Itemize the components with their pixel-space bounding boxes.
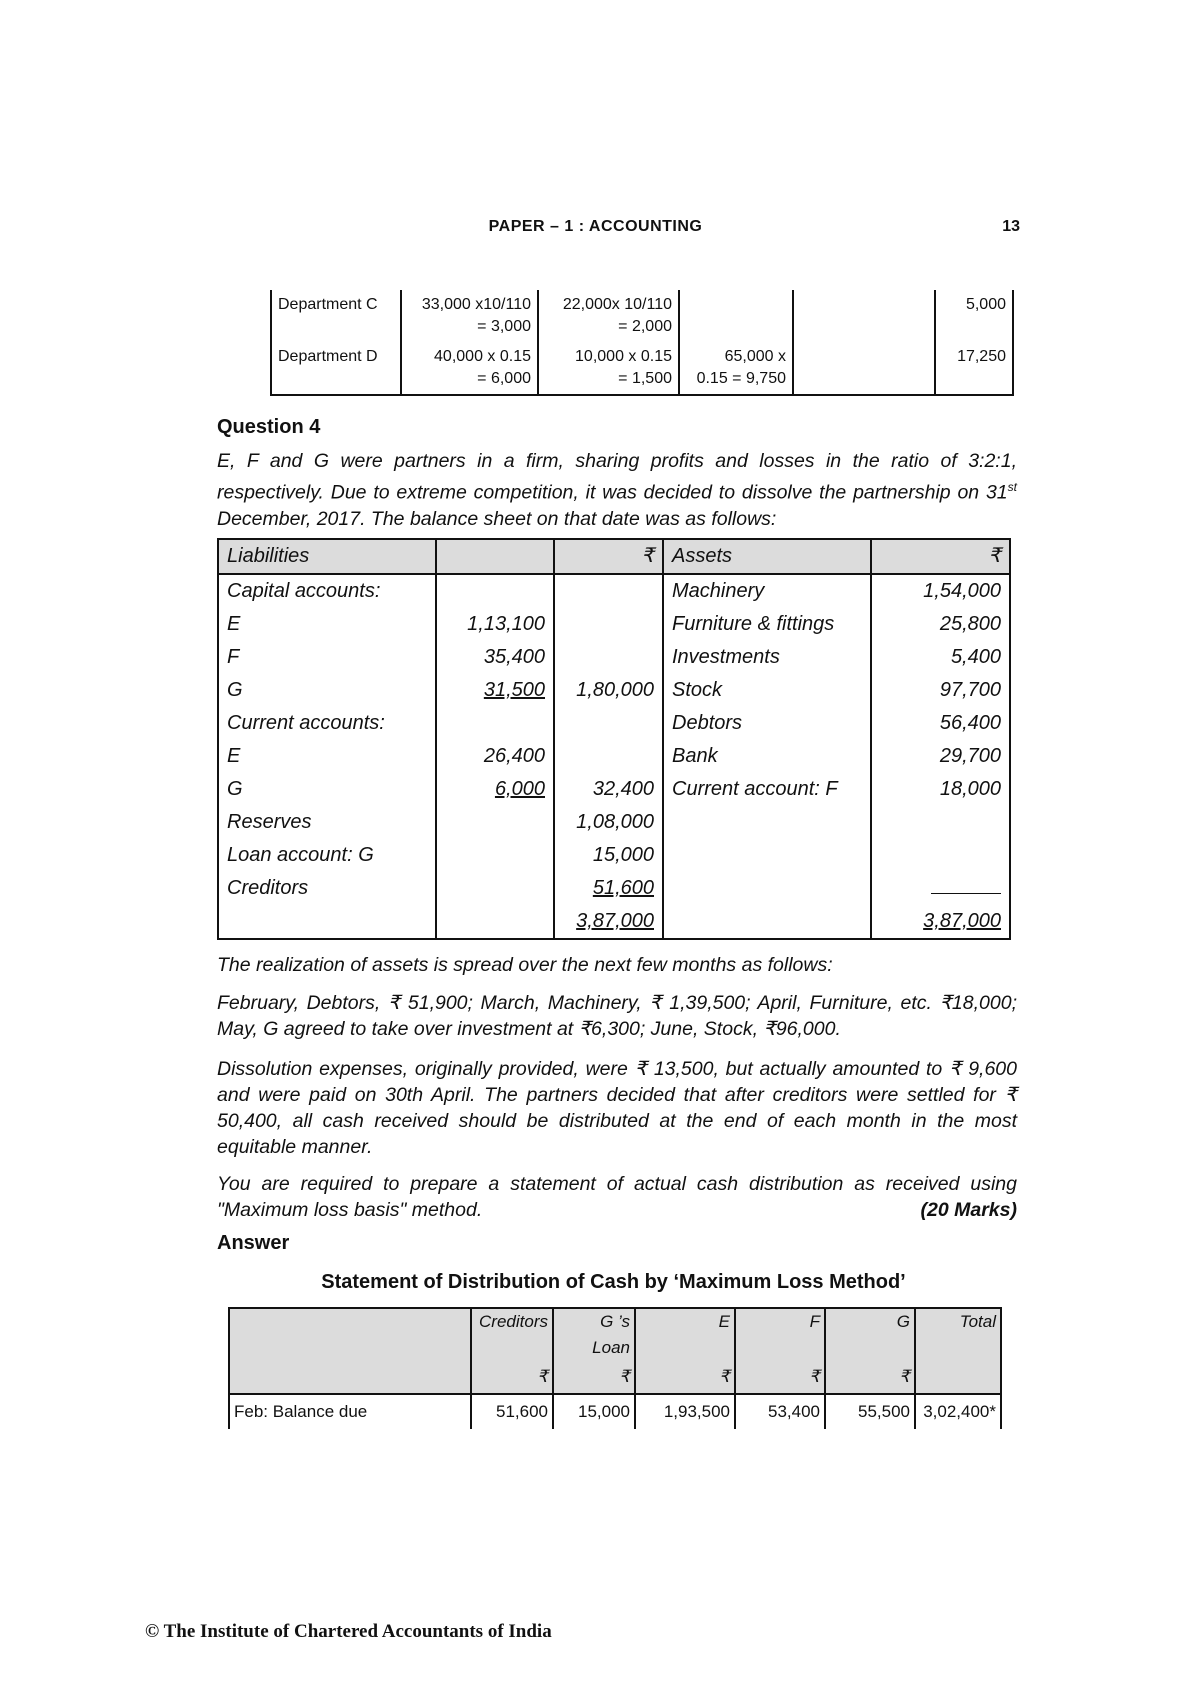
col-creditors: Creditors (471, 1308, 553, 1361)
col-g: G (825, 1308, 915, 1361)
marks-label: (20 Marks) (920, 1199, 1017, 1221)
realization-intro: The realization of assets is spread over the next few months as follows: (217, 954, 833, 976)
dept-cell: 65,000 x 0.15 = 9,750 (679, 342, 793, 395)
question-heading: Question 4 (217, 416, 321, 438)
rupee-symbol: ₹ (553, 1361, 635, 1394)
question-intro: E, F and G were partners in a firm, sharing profits and losses in the ratio of 3:2:1, respectively. Due to extreme competition, it was decided to dissolve the partnership on 31st December, 2017. The balance sheet on that date was as follows: (217, 450, 1017, 530)
realization-detail: February, Debtors, ₹ 51,900; March, Machinery, ₹ 1,39,500; April, Furniture, etc. ₹18,000; May, G agreed to take over investment at ₹6,300; June, Stock, ₹96,000. (217, 992, 1017, 1040)
requirement-paragraph: You are required to prepare a statement of actual cash distribution as received using "Maximum loss basis" method. (20 Marks) (217, 1173, 1017, 1221)
table-row (271, 290, 1013, 342)
rupee-symbol: ₹ (635, 1361, 735, 1394)
distribution-table (228, 1307, 1002, 1429)
table-row: Current accounts: Debtors 56,400 (218, 707, 1010, 740)
rupee-symbol: ₹ (825, 1361, 915, 1394)
dept-cell: 40,000 x 0.15 = 6,000 (401, 342, 538, 395)
col-f: F (735, 1308, 825, 1361)
total-liabilities: 3,87,000 (576, 910, 654, 932)
table-row: G 6,000 32,400 Current account: F 18,000 (218, 773, 1010, 806)
running-header-title: PAPER – 1 : ACCOUNTING (488, 218, 703, 235)
table-header-row (218, 539, 1010, 574)
table-row: E 1,13,100 Furniture & fittings 25,800 (218, 608, 1010, 641)
dept-total: 17,250 (935, 342, 1013, 395)
dept-cell: 22,000x 10/110 = 2,000 (538, 290, 679, 342)
balance-sheet-table (217, 538, 1011, 940)
answer-heading: Answer (217, 1232, 290, 1254)
row-label: Feb: Balance due (229, 1394, 471, 1429)
statement-title: Statement of Distribution of Cash by ‘Maximum Loss Method’ (321, 1271, 906, 1293)
table-row: Feb: Balance due 51,600 15,000 1,93,500 53,400 55,500 3,02,400* (229, 1394, 1001, 1429)
total-assets: 3,87,000 (923, 910, 1001, 932)
dissolution-paragraph: Dissolution expenses, originally provided, were ₹ 13,500, but actually amounted to ₹ 9,600 and were paid on 30th April. The partners decided that after creditors were settled for ₹ 50,400, all cash received should be distributed at the end of each month in the most equitable manner. (217, 1058, 1017, 1158)
dept-cell: 10,000 x 0.15 = 1,500 (538, 342, 679, 395)
table-total-row (218, 905, 1010, 939)
rupee-symbol: ₹ (871, 539, 1010, 574)
col-e: E (635, 1308, 735, 1361)
dept-total: 5,000 (935, 290, 1013, 342)
header-assets: Assets (663, 539, 871, 574)
col-g-loan: G ’s Loan (553, 1308, 635, 1361)
footer-copyright: © The Institute of Chartered Accountants of India (145, 1621, 552, 1642)
table-row: Reserves 1,08,000 (218, 806, 1010, 839)
total-rule (931, 879, 1001, 894)
table-row: F 35,400 Investments 5,400 (218, 641, 1010, 674)
table-row: E 26,400 Bank 29,700 (218, 740, 1010, 773)
table-header-row (229, 1308, 1001, 1361)
page-number: 13 (1002, 218, 1020, 235)
table-row: G 31,500 1,80,000 Stock 97,700 (218, 674, 1010, 707)
header-liabilities: Liabilities (218, 539, 436, 574)
dept-cell: 33,000 x10/110 = 3,000 (401, 290, 538, 342)
col-total: Total (915, 1308, 1001, 1361)
table-row: Loan account: G 15,000 (218, 839, 1010, 872)
dept-cell (679, 290, 793, 342)
department-table (270, 290, 1014, 396)
rupee-symbol: ₹ (554, 539, 663, 574)
table-currency-row (229, 1361, 1001, 1394)
table-row: Creditors 51,600 (218, 872, 1010, 905)
table-row (271, 342, 1013, 395)
table-row: Capital accounts: Machinery 1,54,000 (218, 574, 1010, 608)
dept-cell (793, 342, 935, 395)
dept-cell (793, 290, 935, 342)
rupee-symbol: ₹ (471, 1361, 553, 1394)
dept-label: Department C (271, 290, 401, 342)
dept-label: Department D (271, 342, 401, 395)
rupee-symbol: ₹ (735, 1361, 825, 1394)
